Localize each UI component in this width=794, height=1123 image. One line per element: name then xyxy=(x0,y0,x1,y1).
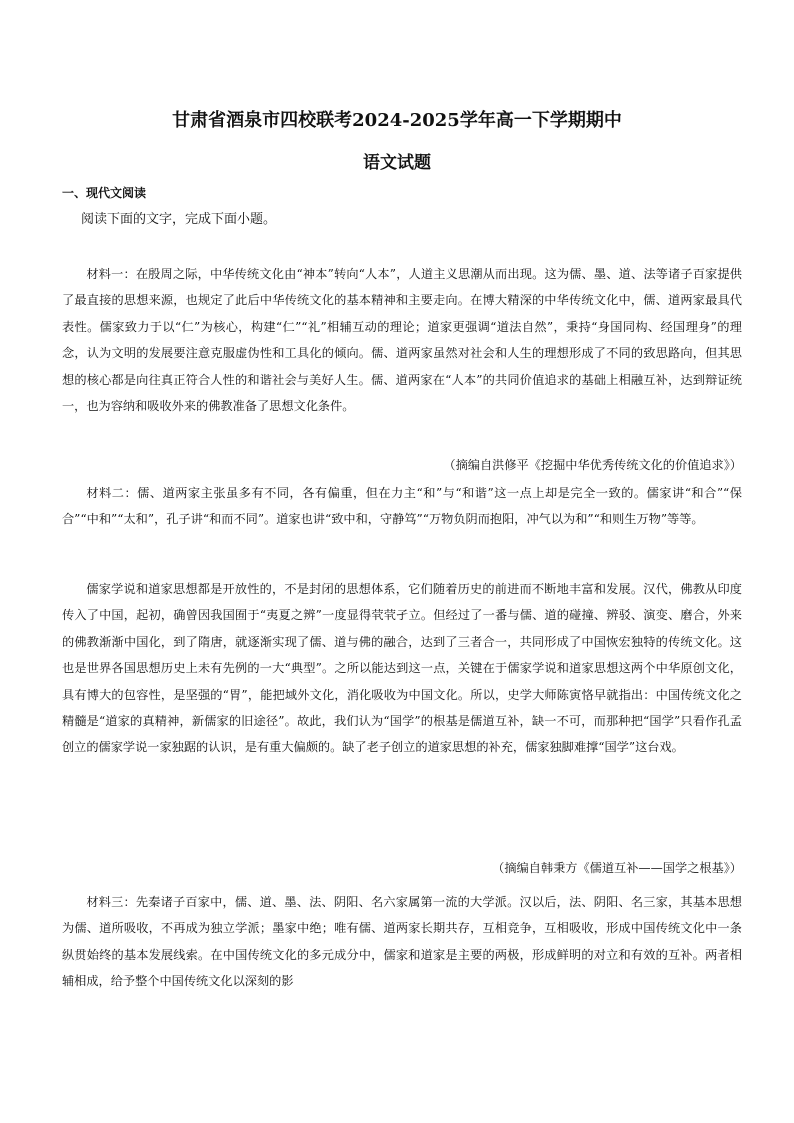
material-one-paragraph: 材料一：在殷周之际，中华传统文化由“神本”转向“人本”，人道主义思潮从而出现。这为儒、墨、道、法等诸子百家提供了最直接的思想来源，也规定了此后中华传统文化的基本精神和主要走向。在博大精深的中华传统文化中，儒、道两家最具代表性。儒家致力于以“仁”为核心，构建“仁”“礼”相辅互动的理论；道家更强调“道法自然”，秉持“身国同构、经国理身”的理念，认为文明的发展要注意克服虚伪性和工具化的倾向。儒、道两家虽然对社会和人生的理想形成了不同的致思路向，但其思想的核心都是向往真正符合人性的和谐社会与美好人生。儒、道两家在“人本”的共同价值追求的基础上相融互补，达到辩证统一，也为容纳和吸收外来的佛教准备了思想文化条件。 xyxy=(62,267,742,414)
section-heading: 一、现代文阅读 xyxy=(62,186,147,200)
page-title: 甘肃省酒泉市四校联考2024-2025学年高一下学期期中 xyxy=(172,110,622,131)
reading-instruction: 阅读下面的文字，完成下面小题。 xyxy=(81,212,277,227)
material-two-source: （摘编自韩秉方《儒道互补——国学之根基》） xyxy=(492,861,742,875)
page-subtitle: 语文试题 xyxy=(363,153,431,173)
material-two-paragraph: 材料二：儒、道两家主张虽多有不同，各有偏重，但在力主“和”与“和谐”这一点上却是完全一致的。儒家讲“和合”“保合”“中和”“太和”，孔子讲“和而不同”。道家也讲“致中和，守静笃”“万物负阴而抱阳，冲气以为和”“和则生万物”等等。 xyxy=(62,486,742,527)
material-three-paragraph: 材料三：先秦诸子百家中，儒、道、墨、法、阴阳、名六家属第一流的大学派。汉以后，法、阴阳、名三家，其基本思想为儒、道所吸收，不再成为独立学派；墨家中绝；唯有儒、道两家长期共存，互相竞争，互相吸收，形成中国传统文化中一条纵贯始终的基本发展线索。在中国传统文化的多元成分中，儒家和道家是主要的两极，形成鲜明的对立和有效的互补。两者相辅相成，给予整个中国传统文化以深刻的影 xyxy=(62,895,742,989)
material-two-paragraph-2: 儒家学说和道家思想都是开放性的，不是封闭的思想体系，它们随着历史的前进而不断地丰富和发展。汉代，佛教从印度传入了中国，起初，确曾因我国囿于“夷夏之辨”一度显得茕茕孑立。但经过了一番与儒、道的碰撞、辨驳、演变、磨合，外来的佛教渐渐中国化，到了隋唐，就逐渐实现了儒、道与佛的融合，达到了三者合一，共同形成了中国恢宏独特的传统文化。这也是世界各国思想历史上未有先例的一大“典型”。之所以能达到这一点，关键在于儒家学说和道家思想这两个中华原创文化，具有博大的包容性，是坚强的“胃”，能把域外文化，消化吸收为中国文化。所以，史学大师陈寅恪早就指出：中国传统文化之精髓是“道家的真精神，新儒家的旧途径”。故此，我们认为“国学”的根基是儒道互补，缺一不可，而那种把“国学”只看作孔孟创立的儒家学说一家独踞的认识，是有重大偏颇的。缺了老子创立的道家思想的补充，儒家独脚难撑“国学”这台戏。 xyxy=(62,582,742,755)
material-one-source: （摘编自洪修平《挖掘中华优秀传统文化的价值追求》） xyxy=(443,458,742,472)
